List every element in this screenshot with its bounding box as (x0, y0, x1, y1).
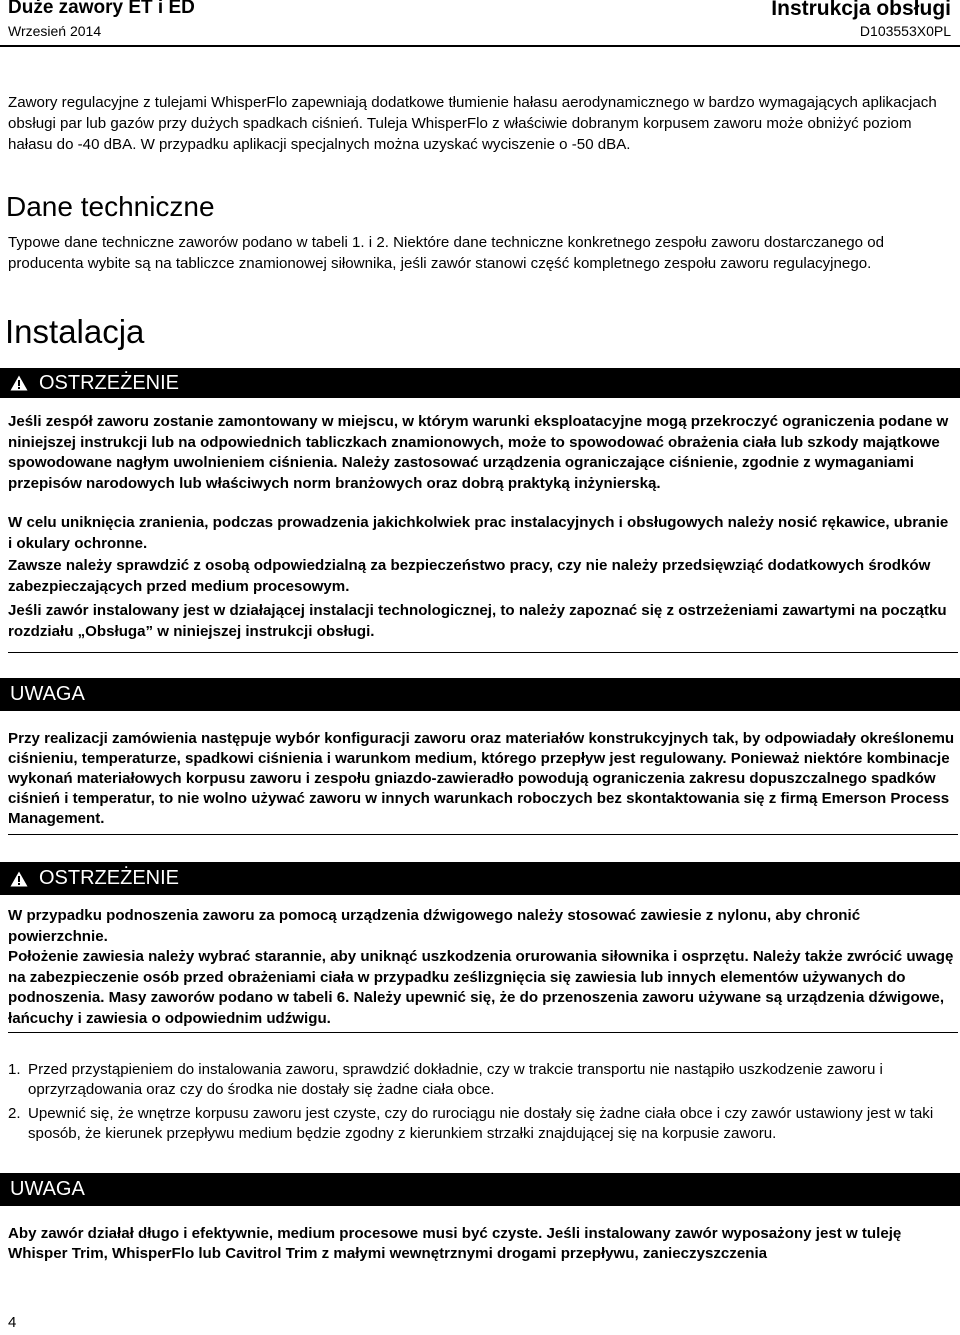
list-item-number: 1. (8, 1061, 21, 1078)
warning-paragraph: W przypadku podnoszenia zaworu za pomocą urządzenia dźwigowego należy stosować zawiesie z nylonu, aby chronić powierzchnie. (8, 907, 861, 945)
note-label: UWAGA (10, 1178, 85, 1200)
note-label: UWAGA (10, 683, 85, 705)
section-heading-technical-data: Dane techniczne (6, 191, 215, 222)
warning-triangle-icon (10, 375, 28, 391)
header-divider (0, 45, 960, 47)
intro-paragraph: Zawory regulacyjne z tulejami WhisperFlo zapewniają dodatkowe tłumienie hałasu aerodynamicznego w bardzo wymagających aplikacjach obsługi par lub gazów przy dużych spadkach ciśnień. Tuleja WhisperFlo z właściwie dobranym korpusem zaworu może obniżyć poziom hałasu do -40 dBA. W przypadku aplikacji specjalnych można uzyskać wyciszenie o -50 dBA. (8, 94, 937, 153)
warning-banner (0, 368, 960, 398)
document-series-title: Duże zawory ET i ED (8, 0, 195, 18)
list-item-number: 2. (8, 1105, 21, 1122)
note-paragraph: Przy realizacji zamówienia następuje wybór konfiguracji zaworu oraz materiałów konstrukcyjnych tak, by odpowiadały określonemu ciśnieniu, temperaturze, spadkowi ciśnienia i warunkom medium, którego przepływ jest regulowany. Ponieważ niektóre kombinacje wykonań materiałowych korpusu zaworu i zespołu gniazdo-zawieradło powodują ograniczenia zakresu dopuszczalnego spadków ciśnień i temperatur, to nie wolno używać zaworu w innych warunkach roboczych bez skontaktowania się z firmą Emerson Process Management. (8, 730, 955, 827)
technical-data-paragraph: Typowe dane techniczne zaworów podano w tabeli 1. i 2. Niektóre dane techniczne konkretnego zespołu zaworu dostarczanego od producenta wybite są na tabliczce znamionowej siłownika, jeśli zawór stanowi część kompletnego zespołu zaworu regulacyjnego. (8, 234, 884, 272)
note-paragraph: Aby zawór działał długo i efektywnie, medium procesowe musi być czyste. Jeśli instalowany zawór wyposażony jest w tuleję Whisper Trim, WhisperFlo lub Cavitrol Trim z małymi wewnętrznymi drogami przepływu, zanieczyszczenia (8, 1225, 902, 1262)
note-banner (0, 678, 960, 711)
list-item-text: Upewnić się, że wnętrze korpusu zaworu jest czyste, czy do rurociągu nie dostały się żadne ciała obce i czy zawór ustawiony jest w taki sposób, że kierunek przepływu medium będzie zgodny z kierunkiem strzałki znajdującej się na korpusie zaworu. (28, 1105, 934, 1142)
document-date: Wrzesień 2014 (8, 23, 102, 39)
warning-triangle-icon (10, 871, 28, 887)
warning-paragraph: Jeśli zawór instalowany jest w działającej instalacji technologicznej, to należy zapoznać się z ostrzeżeniami zawartymi na początku rozdziału „Obsługa” w niniejszej instrukcji obsługi. (8, 602, 947, 640)
note-banner (0, 1173, 960, 1206)
section-divider (8, 834, 958, 835)
warning-banner (0, 862, 960, 895)
warning-label: OSTRZEŻENIE (39, 371, 180, 394)
section-divider (8, 652, 958, 653)
page-number: 4 (8, 1314, 17, 1331)
warning-paragraph: Jeśli zespół zaworu zostanie zamontowany w miejscu, w którym warunki eksploatacyjne mogą przekroczyć ograniczenia podane w niniejszej instrukcji lub na odpowiednich tabliczkach znamionowych, może to spowodować obrażenia ciała lub szkody majątkowe spowodowane nagłym uwolnieniem ciśnienia. Należy zastosować urządzenia ograniczające ciśnienie, zgodnie z wymaganiami przepisów narodowych lub właściwych norm branżowych oraz dobrą praktyką inżynierską. (8, 413, 949, 492)
document-type-title: Instrukcja obsługi (771, 0, 951, 20)
warning-label: OSTRZEŻENIE (39, 867, 180, 889)
document-code: D103553X0PL (859, 23, 951, 39)
warning-paragraph: W celu uniknięcia zranienia, podczas prowadzenia jakichkolwiek prac instalacyjnych i obsługowych należy nosić rękawice, ubranie i okulary ochronne. (8, 514, 949, 552)
list-item (8, 1104, 956, 1143)
list-item-text: Przed przystąpieniem do instalowania zaworu, sprawdzić dokładnie, czy w trakcie transportu nie nastąpiło uszkodzenie zaworu i oprzyrządowania oraz czy do środka nie dostały się żadne ciała obce. (28, 1061, 883, 1098)
list-item (8, 1060, 956, 1099)
warning-paragraph: Położenie zawiesia należy wybrać starannie, aby uniknąć uszkodzenia orurowania siłownika i osprzętu. Należy także zwrócić uwagę na zabezpieczenie osób przed obrażeniami ciała w przypadku ześlizgnięcia się zawiesia lub innych elementów używanych do podnoszenia. Masy zaworów podano w tabeli 6. Należy upewnić się, że do przenoszenia zaworu używane są urządzenia dźwigowe, łańcuchy i zawiesia o odpowiednim udźwigu. (8, 948, 954, 1027)
section-divider (8, 1032, 958, 1033)
warning-paragraph: Zawsze należy sprawdzić z osobą odpowiedzialną za bezpieczeństwo pracy, czy nie należy przedsięwziąć dodatkowych środków zabezpieczających przed medium procesowym. (8, 557, 931, 595)
chapter-heading-installation: Instalacja (5, 313, 145, 350)
